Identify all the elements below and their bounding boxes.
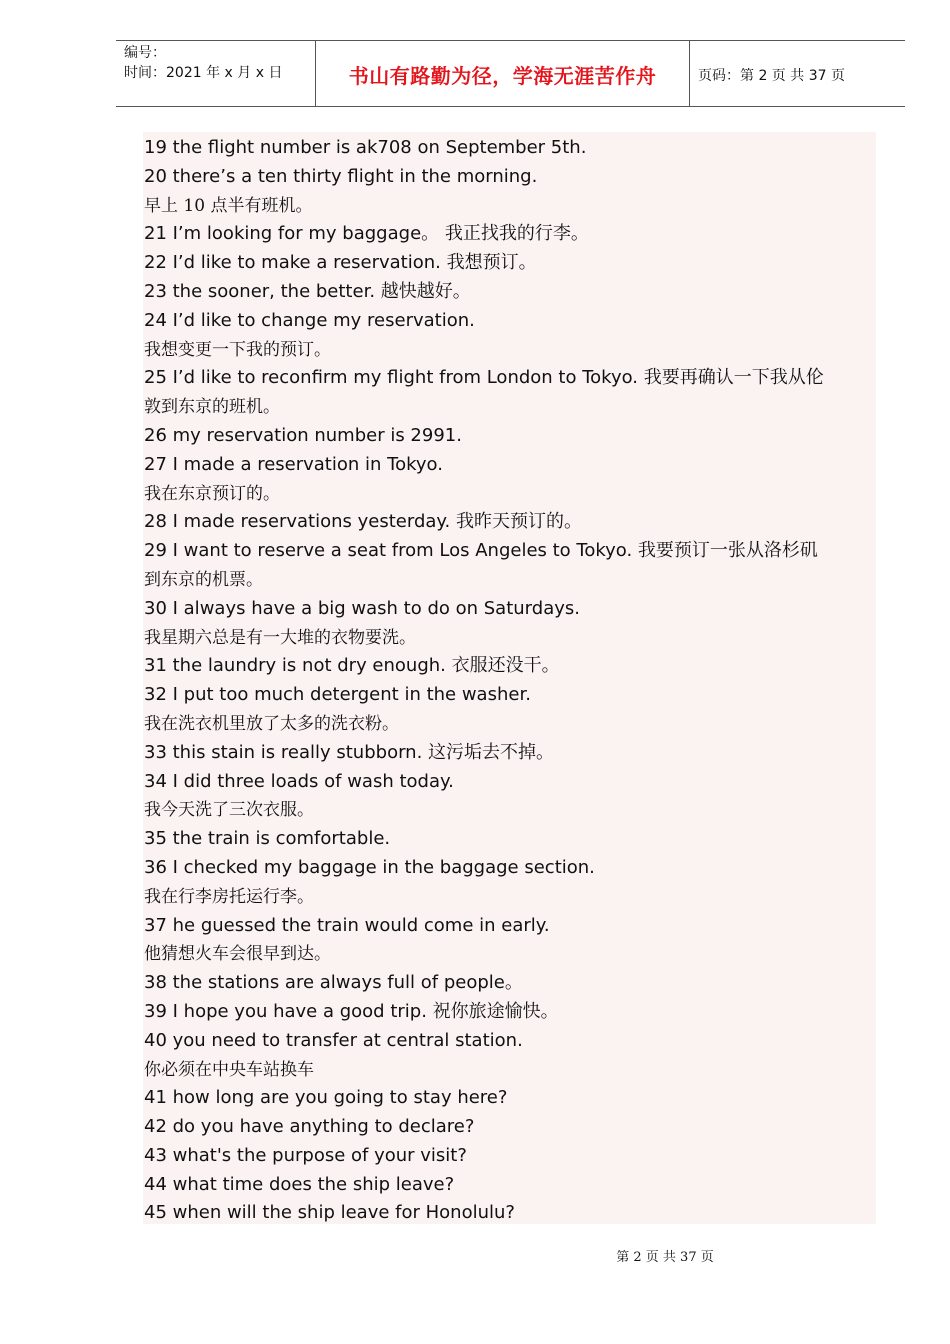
text-line: 23 the sooner, the better. 越快越好。 xyxy=(144,280,471,302)
text-line: 31 the laundry is not dry enough. 衣服还没干。 xyxy=(144,655,560,677)
text-line: 44 what time does the ship leave? xyxy=(144,1173,455,1195)
text-line: 20 there’s a ten thirty flight in the morning. xyxy=(144,165,538,187)
text-line: 敦到东京的班机。 xyxy=(144,397,280,418)
text-line: 40 you need to transfer at central station. xyxy=(144,1029,523,1051)
text-line: 到东京的机票。 xyxy=(144,569,263,590)
text-line: 他猜想火车会很早到达。 xyxy=(144,944,331,965)
text-line: 19 the flight number is ak708 on September 5th. xyxy=(144,137,587,158)
text-line: 29 I want to reserve a seat from Los Angeles to Tokyo. 我要预订一张从洛杉矶 xyxy=(144,540,818,562)
text-line: 35 the train is comfortable. xyxy=(144,828,391,850)
page-header xyxy=(116,40,905,107)
text-line: 早上 10 点半有班机。 xyxy=(144,195,313,216)
text-line: 45 when will the ship leave for Honolulu? xyxy=(144,1202,515,1224)
header-meta xyxy=(124,43,314,83)
text-line: 37 he guessed the train would come in early. xyxy=(144,914,550,936)
text-line: 我星期六总是有一大堆的衣物要洗。 xyxy=(144,627,416,648)
text-line: 我在洗衣机里放了太多的洗衣粉。 xyxy=(144,713,399,734)
text-line: 41 how long are you going to stay here? xyxy=(144,1087,508,1109)
text-line: 26 my reservation number is 2991. xyxy=(144,424,462,446)
text-line: 42 do you have anything to declare? xyxy=(144,1116,475,1138)
text-line: 22 I’d like to make a reservation. 我想预订。 xyxy=(144,252,537,274)
text-line: 34 I did three loads of wash today. xyxy=(144,770,454,792)
number-label: 编号： xyxy=(124,45,166,61)
text-line: 我今天洗了三次衣服。 xyxy=(144,800,314,821)
footer-page-number: 第 2 页 共 37 页 xyxy=(616,1250,714,1265)
text-line: 32 I put too much detergent in the washer. xyxy=(144,684,531,706)
time-label: 时间：2021 年 x 月 x 日 xyxy=(124,65,283,81)
document-body xyxy=(143,132,876,1224)
header-motto: 书山有路勤为径，学海无涯苦作舟 xyxy=(348,63,657,88)
text-line: 我在东京预订的。 xyxy=(144,483,280,504)
text-line: 43 what's the purpose of your visit? xyxy=(144,1144,467,1166)
text-line: 我在行李房托运行李。 xyxy=(144,886,314,907)
text-line: 你必须在中央车站换车 xyxy=(144,1059,314,1080)
text-line: 25 I’d like to reconfirm my flight from London to Tokyo. 我要再确认一下我从伦 xyxy=(144,367,824,389)
text-line: 24 I’d like to change my reservation. xyxy=(144,309,475,331)
text-line: 33 this stain is really stubborn. 这污垢去不掉。 xyxy=(144,741,555,763)
text-line: 27 I made a reservation in Tokyo. xyxy=(144,453,443,475)
header-page-info: 页码：第 2 页 共 37 页 xyxy=(698,68,845,84)
text-line: 我想变更一下我的预订。 xyxy=(144,339,331,360)
text-line: 39 I hope you have a good trip. 祝你旅途愉快。 xyxy=(144,1000,559,1022)
text-line: 38 the stations are always full of people。 xyxy=(144,972,523,994)
text-line: 30 I always have a big wash to do on Saturdays. xyxy=(144,597,580,619)
page-footer xyxy=(0,1246,950,1265)
text-line: 21 I’m looking for my baggage。 我正找我的行李。 xyxy=(144,223,589,245)
text-line: 36 I checked my baggage in the baggage section. xyxy=(144,856,595,878)
text-line: 28 I made reservations yesterday. 我昨天预订的。 xyxy=(144,511,582,533)
header-divider-right xyxy=(689,41,690,107)
